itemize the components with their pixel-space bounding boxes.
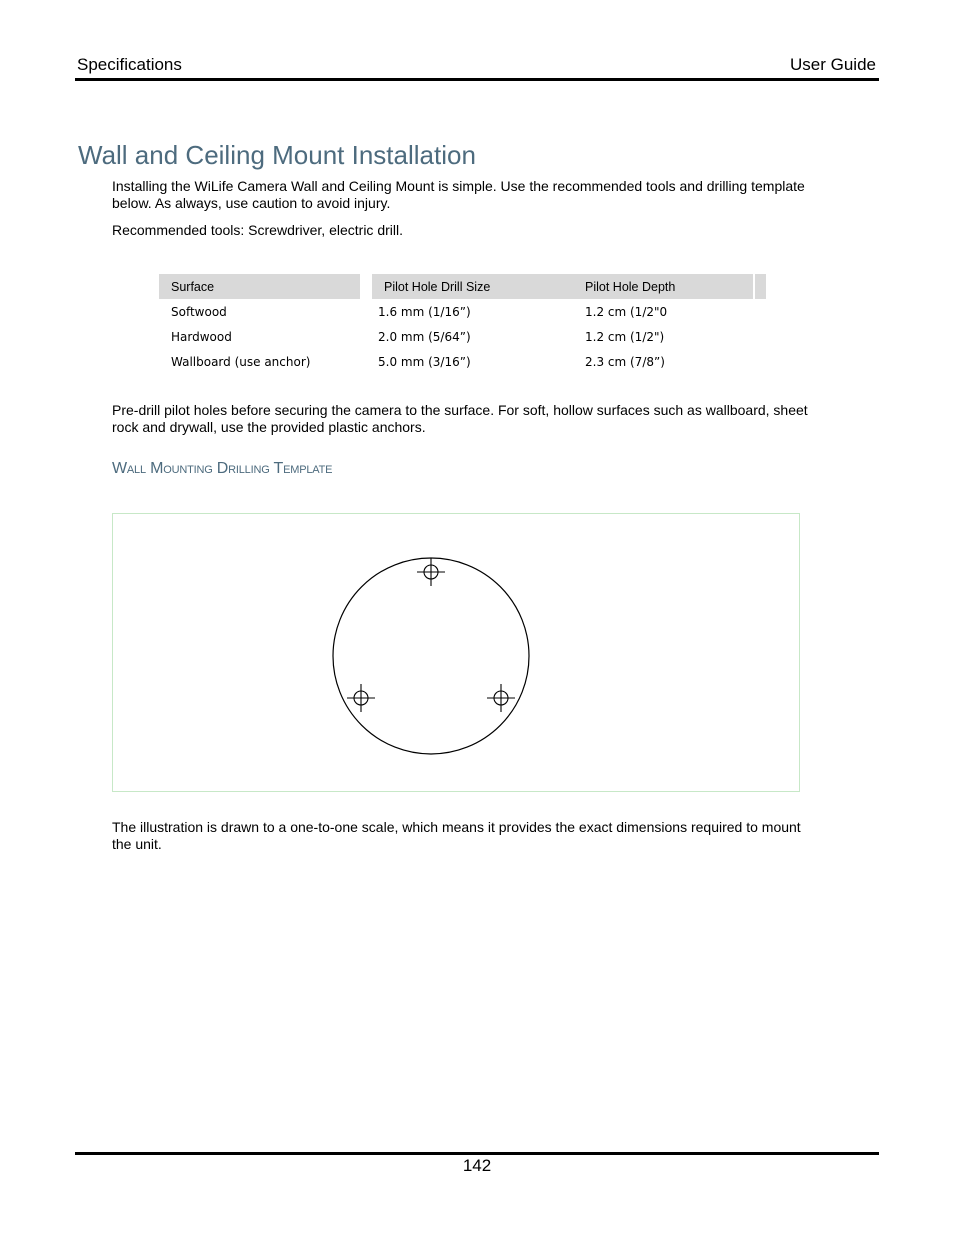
cell-hole-depth: 2.3 cm (7/8”): [585, 354, 665, 369]
cell-hole-depth: 1.2 cm (1/2"): [585, 329, 665, 344]
footer-rule: [75, 1152, 879, 1155]
table-row: [159, 349, 766, 374]
predrill-paragraph: Pre-drill pilot holes before securing the camera to the surface. For soft, hollow surfaces such as wallboard, sheet rock and drywall, use the provided plastic anchors.: [112, 402, 808, 435]
cell-surface: Hardwood: [171, 329, 232, 344]
table-header-row: [159, 274, 766, 299]
table-row: [159, 299, 766, 324]
intro-paragraph: Installing the WiLife Camera Wall and Ceiling Mount is simple. Use the recommended tools and drilling template below. As always, use caution to avoid injury.: [112, 178, 805, 211]
scale-note-paragraph: The illustration is drawn to a one-to-one scale, which means it provides the exact dimensions required to mount the unit.: [112, 819, 801, 852]
drilling-template: [112, 513, 800, 792]
cell-hole-depth: 1.2 cm (1/2"0: [585, 304, 668, 319]
cell-drill-size: 1.6 mm (1/16”): [378, 304, 471, 319]
page-number: 142: [462, 1156, 492, 1175]
cell-drill-size: 5.0 mm (3/16”): [378, 354, 471, 369]
crosshair-right-icon: [487, 684, 515, 712]
drill-spec-table: [159, 274, 766, 374]
table-row: [159, 324, 766, 349]
mount-outline-circle: [333, 558, 529, 754]
cell-surface: Softwood: [171, 304, 227, 319]
crosshair-top-icon: [417, 558, 445, 586]
cell-drill-size: 2.0 mm (5/64”): [378, 329, 471, 344]
drilling-template-drawing: [113, 514, 799, 791]
header-surface: Surface: [159, 274, 366, 299]
header-guide-title: User Guide: [790, 55, 876, 74]
header-filler: [754, 274, 766, 299]
header-drill-size: Pilot Hole Drill Size: [366, 274, 573, 299]
header-section: Specifications: [77, 55, 182, 74]
cell-surface: Wallboard (use anchor): [171, 354, 311, 369]
crosshair-left-icon: [347, 684, 375, 712]
tools-paragraph: Recommended tools: Screwdriver, electric drill.: [112, 222, 403, 238]
header-hole-depth: Pilot Hole Depth: [573, 274, 754, 299]
header-rule: [75, 78, 879, 81]
page-title: Wall and Ceiling Mount Installation: [78, 140, 476, 170]
template-subheading: Wall Mounting Drilling Template: [112, 460, 333, 477]
